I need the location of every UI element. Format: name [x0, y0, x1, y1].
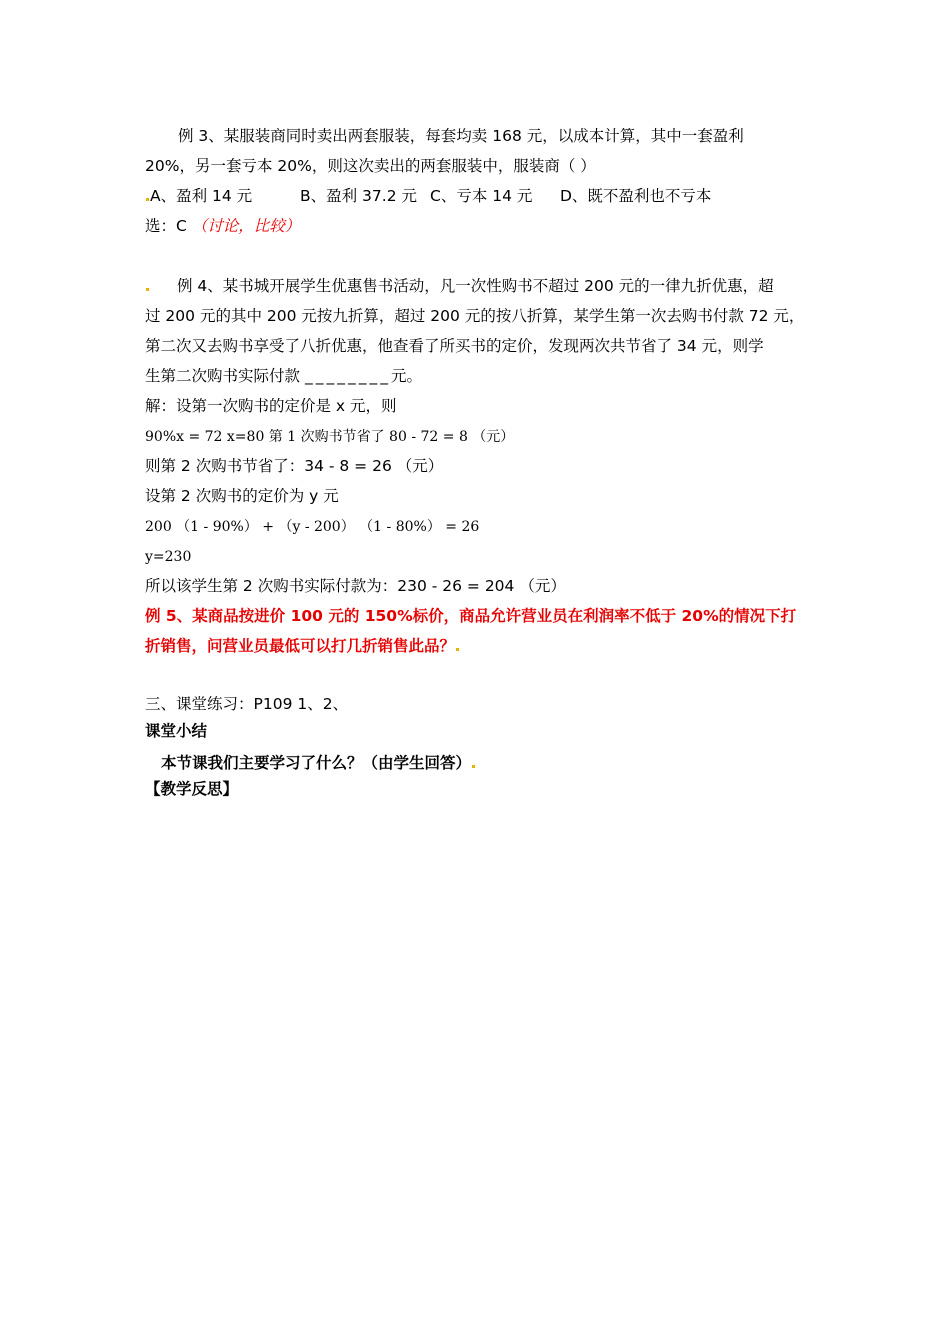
ex4-line3: 第二次又去购书享受了八折优惠，他查看了所买书的定价，发现两次共节省了 34 元，则学 — [145, 337, 764, 355]
ex3-answer — [145, 216, 300, 236]
answer-blank: ________ — [304, 367, 391, 385]
solution-line: 则第 2 次购书节省了：34 - 8 = 26 （元） — [145, 457, 444, 475]
ex3-line2: 20%，另一套亏本 20%，则这次卖出的两套服装中，服装商（ ） — [145, 157, 596, 175]
reflection-heading: 【教学反思】 — [145, 780, 239, 798]
option-a: A、盈利 14 元 — [150, 187, 253, 205]
answer-note: （讨论，比较） — [191, 217, 301, 235]
ex4-line4: 生第二次购书实际付款 ________元。 — [145, 367, 422, 385]
ex4-line1: 例 4、某书城开展学生优惠售书活动，凡一次性购书不超过 200 元的一律九折优惠，超 — [145, 276, 774, 296]
ex3-options — [145, 186, 711, 206]
solution-line: 设第 2 次购书的定价为 y 元 — [145, 487, 339, 505]
option-b: B、盈利 37.2 元 — [300, 187, 417, 205]
solution-line: 解：设第一次购书的定价是 x 元，则 — [145, 397, 397, 415]
ex4-line2: 过 200 元的其中 200 元按九折算，超过 200 元的按八折算，某学生第一次去购书付款 72 元， — [145, 307, 805, 325]
option-c: C、亏本 14 元 — [430, 187, 533, 205]
solution-line: 所以该学生第 2 次购书实际付款为：230 - 26 = 204 （元） — [145, 577, 566, 595]
solution-line: 90%x = 72 x=80 第 1 次购书节省了 80 - 72 = 8 （元） — [145, 429, 515, 445]
ex5-line1: 例 5、某商品按进价 100 元的 150%标价，商品允许营业员在利润率不低于 20%的情况下打 — [145, 607, 797, 625]
option-d: D、既不盈利也不亏本 — [560, 187, 712, 205]
answer-prefix: 选：C — [145, 217, 187, 235]
summary-question: 本节课我们主要学习了什么？（由学生回答） — [161, 753, 476, 773]
solution-line: 200 （1 - 90%） + （y - 200） （1 - 80%） = 26 — [145, 519, 480, 535]
solution-line: y=230 — [145, 549, 192, 565]
edit-marker-icon — [146, 198, 149, 201]
ex3-line1: 例 3、某服装商同时卖出两套服装，每套均卖 168 元，以成本计算，其中一套盈利 — [178, 127, 744, 145]
ex5-line2: 折销售，问营业员最低可以打几折销售此品？ — [145, 636, 460, 656]
summary-heading: 课堂小结 — [145, 722, 208, 740]
edit-marker-icon — [146, 288, 149, 291]
practice-line: 三、课堂练习：P109 1、2、 — [145, 695, 349, 713]
edit-marker-icon — [456, 648, 459, 651]
edit-marker-icon — [472, 765, 475, 768]
